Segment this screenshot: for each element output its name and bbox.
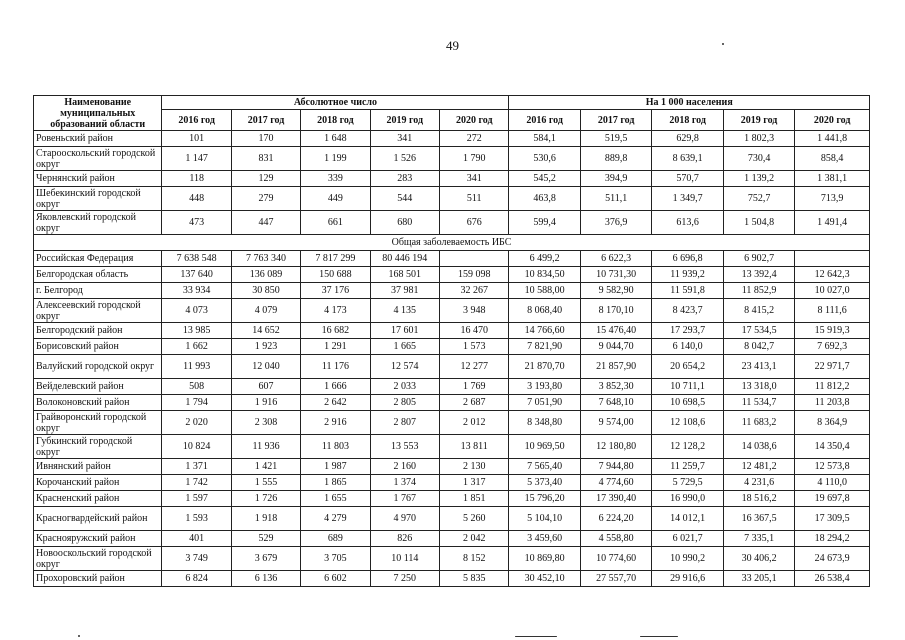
municipality-name: Прохоровский район [34, 571, 162, 587]
absolute-value-cell: 272 [440, 131, 509, 147]
section-title: Общая заболеваемость ИБС [34, 235, 870, 251]
per-1000-value-cell: 8 042,7 [723, 339, 794, 355]
absolute-value-cell: 2 042 [440, 531, 509, 547]
absolute-value-cell: 2 020 [162, 411, 231, 435]
absolute-value-cell: 1 374 [370, 475, 439, 491]
per-1000-value-cell: 11 683,2 [723, 411, 794, 435]
per-1000-value-cell: 10 834,50 [509, 267, 580, 283]
absolute-value-cell: 7 250 [370, 571, 439, 587]
per-1000-value-cell: 463,8 [509, 187, 580, 211]
per-1000-value-cell: 889,8 [580, 147, 651, 171]
absolute-value-cell: 11 936 [231, 435, 300, 459]
absolute-value-cell: 1 665 [370, 339, 439, 355]
table-row [34, 379, 870, 395]
municipality-name: Корочанский район [34, 475, 162, 491]
table-row [34, 251, 870, 267]
table-row [34, 131, 870, 147]
section-row [34, 235, 870, 251]
absolute-value-cell: 1 923 [231, 339, 300, 355]
absolute-value-cell: 676 [440, 211, 509, 235]
table-row [34, 355, 870, 379]
per-1000-value-cell: 10 969,50 [509, 435, 580, 459]
per-1000-value-cell: 1 504,8 [723, 211, 794, 235]
absolute-value-cell: 339 [301, 171, 370, 187]
municipality-name: Старооскольский городской округ [34, 147, 162, 171]
per-1000-value-cell: 7 648,10 [580, 395, 651, 411]
table-row [34, 547, 870, 571]
absolute-value-cell: 447 [231, 211, 300, 235]
absolute-value-cell: 1 666 [301, 379, 370, 395]
absolute-value-cell: 1 769 [440, 379, 509, 395]
per-1000-value-cell: 6 622,3 [580, 251, 651, 267]
absolute-value-cell [440, 251, 509, 267]
municipality-name: Вейделевский район [34, 379, 162, 395]
absolute-value-cell: 1 767 [370, 491, 439, 507]
per-1000-value-cell: 1 349,7 [652, 187, 723, 211]
absolute-value-cell: 6 136 [231, 571, 300, 587]
absolute-value-cell: 7 638 548 [162, 251, 231, 267]
absolute-value-cell: 2 807 [370, 411, 439, 435]
per-1000-value-cell: 530,6 [509, 147, 580, 171]
absolute-value-cell: 2 805 [370, 395, 439, 411]
absolute-value-cell: 159 098 [440, 267, 509, 283]
per-1000-value-cell: 7 335,1 [723, 531, 794, 547]
per-1000-value-cell: 545,2 [509, 171, 580, 187]
per-1000-value-cell: 15 796,20 [509, 491, 580, 507]
absolute-value-cell: 449 [301, 187, 370, 211]
absolute-value-cell: 1 291 [301, 339, 370, 355]
table-row [34, 491, 870, 507]
absolute-value-cell: 16 470 [440, 323, 509, 339]
absolute-value-cell: 3 948 [440, 299, 509, 323]
per-1000-value-cell: 24 673,9 [795, 547, 870, 571]
absolute-value-cell: 3 679 [231, 547, 300, 571]
absolute-value-cell: 1 555 [231, 475, 300, 491]
per-1000-value-cell: 14 766,60 [509, 323, 580, 339]
table-row [34, 323, 870, 339]
absolute-value-cell: 32 267 [440, 283, 509, 299]
absolute-value-cell: 2 687 [440, 395, 509, 411]
per-1000-value-cell: 12 180,80 [580, 435, 651, 459]
municipality-name: Борисовский район [34, 339, 162, 355]
absolute-value-cell: 1 726 [231, 491, 300, 507]
per-1000-value-cell: 30 406,2 [723, 547, 794, 571]
municipality-name: Волоконовский район [34, 395, 162, 411]
municipality-name: Красногвардейский район [34, 507, 162, 531]
absolute-value-cell: 826 [370, 531, 439, 547]
per-1000-value-cell: 8 170,10 [580, 299, 651, 323]
per-1000-value-cell: 613,6 [652, 211, 723, 235]
per-1000-value-cell: 3 852,30 [580, 379, 651, 395]
absolute-value-cell: 341 [370, 131, 439, 147]
per-1000-value-cell: 4 558,80 [580, 531, 651, 547]
table-row [34, 435, 870, 459]
per-1000-value-cell: 12 481,2 [723, 459, 794, 475]
absolute-value-cell: 12 040 [231, 355, 300, 379]
absolute-value-cell: 1 790 [440, 147, 509, 171]
per-1000-value-cell: 8 348,80 [509, 411, 580, 435]
absolute-value-cell: 401 [162, 531, 231, 547]
scan-speck [722, 43, 724, 45]
absolute-value-cell: 4 970 [370, 507, 439, 531]
absolute-value-cell: 10 824 [162, 435, 231, 459]
absolute-value-cell: 1 655 [301, 491, 370, 507]
table-row [34, 475, 870, 491]
municipality-name: Губкинский городской округ [34, 435, 162, 459]
per-1000-value-cell: 394,9 [580, 171, 651, 187]
absolute-value-cell: 1 593 [162, 507, 231, 531]
absolute-value-cell: 1 851 [440, 491, 509, 507]
absolute-value-cell: 1 648 [301, 131, 370, 147]
year-header: 2020 год [795, 110, 870, 131]
absolute-value-cell: 3 749 [162, 547, 231, 571]
per-1000-value-cell: 21 857,90 [580, 355, 651, 379]
absolute-value-cell: 511 [440, 187, 509, 211]
per-1000-value-cell: 9 044,70 [580, 339, 651, 355]
municipality-name: г. Белгород [34, 283, 162, 299]
absolute-value-cell: 1 199 [301, 147, 370, 171]
scan-speck [78, 635, 80, 637]
absolute-value-cell: 136 089 [231, 267, 300, 283]
per-1000-value-cell: 19 697,8 [795, 491, 870, 507]
absolute-value-cell: 13 985 [162, 323, 231, 339]
municipality-name: Краснояружский район [34, 531, 162, 547]
absolute-value-cell: 80 446 194 [370, 251, 439, 267]
per-1000-value-cell: 11 534,7 [723, 395, 794, 411]
per-1000-value-cell: 8 111,6 [795, 299, 870, 323]
scan-speck [640, 636, 678, 637]
absolute-value-cell: 10 114 [370, 547, 439, 571]
absolute-value-cell: 6 824 [162, 571, 231, 587]
per-1000-value-cell: 18 516,2 [723, 491, 794, 507]
absolute-value-cell: 7 763 340 [231, 251, 300, 267]
year-header: 2019 год [723, 110, 794, 131]
per-1000-value-cell: 13 392,4 [723, 267, 794, 283]
absolute-value-cell: 1 865 [301, 475, 370, 491]
absolute-value-cell: 4 079 [231, 299, 300, 323]
per-1000-value-cell: 10 698,5 [652, 395, 723, 411]
per-1000-value-cell: 1 441,8 [795, 131, 870, 147]
municipality-name: Яковлевский городской округ [34, 211, 162, 235]
per-1000-value-cell: 8 068,40 [509, 299, 580, 323]
absolute-value-cell: 508 [162, 379, 231, 395]
absolute-value-cell: 118 [162, 171, 231, 187]
municipality-name: Российская Федерация [34, 251, 162, 267]
absolute-value-cell: 529 [231, 531, 300, 547]
per-1000-value-cell: 14 350,4 [795, 435, 870, 459]
per-1000-value-cell: 12 573,8 [795, 459, 870, 475]
absolute-value-cell: 1 147 [162, 147, 231, 171]
table-row [34, 507, 870, 531]
per-1000-value-cell: 4 231,6 [723, 475, 794, 491]
per-1000-value-cell: 8 415,2 [723, 299, 794, 323]
absolute-value-cell: 544 [370, 187, 439, 211]
absolute-value-cell: 661 [301, 211, 370, 235]
group-header-per-1000: На 1 000 населения [509, 96, 870, 110]
per-1000-value-cell: 519,5 [580, 131, 651, 147]
per-1000-value-cell: 13 318,0 [723, 379, 794, 395]
absolute-value-cell: 1 794 [162, 395, 231, 411]
absolute-value-cell: 13 553 [370, 435, 439, 459]
absolute-value-cell: 170 [231, 131, 300, 147]
absolute-value-cell: 448 [162, 187, 231, 211]
per-1000-value-cell: 10 711,1 [652, 379, 723, 395]
column-header-name-text: Наименование муниципальных образований области [50, 96, 146, 130]
municipality-name: Новооскольский городской округ [34, 547, 162, 571]
per-1000-value-cell: 12 128,2 [652, 435, 723, 459]
per-1000-value-cell: 17 293,7 [652, 323, 723, 339]
municipality-name: Алексеевский городской округ [34, 299, 162, 323]
per-1000-value-cell: 15 919,3 [795, 323, 870, 339]
absolute-value-cell: 37 176 [301, 283, 370, 299]
per-1000-value-cell: 17 534,5 [723, 323, 794, 339]
absolute-value-cell: 3 705 [301, 547, 370, 571]
table-row [34, 395, 870, 411]
per-1000-value-cell: 6 902,7 [723, 251, 794, 267]
per-1000-value-cell: 4 110,0 [795, 475, 870, 491]
per-1000-value-cell: 7 051,90 [509, 395, 580, 411]
absolute-value-cell: 129 [231, 171, 300, 187]
per-1000-value-cell: 713,9 [795, 187, 870, 211]
absolute-value-cell: 4 173 [301, 299, 370, 323]
municipality-name: Валуйский городской округ [34, 355, 162, 379]
per-1000-value-cell: 752,7 [723, 187, 794, 211]
per-1000-value-cell: 11 812,2 [795, 379, 870, 395]
absolute-value-cell: 2 308 [231, 411, 300, 435]
municipality-name: Чернянский район [34, 171, 162, 187]
per-1000-value-cell: 511,1 [580, 187, 651, 211]
absolute-value-cell: 1 742 [162, 475, 231, 491]
year-header: 2016 год [509, 110, 580, 131]
absolute-value-cell: 37 981 [370, 283, 439, 299]
per-1000-value-cell: 27 557,70 [580, 571, 651, 587]
per-1000-value-cell: 23 413,1 [723, 355, 794, 379]
group-header-absolute: Абсолютное число [162, 96, 509, 110]
table-row [34, 283, 870, 299]
per-1000-value-cell: 12 642,3 [795, 267, 870, 283]
per-1000-value-cell: 17 309,5 [795, 507, 870, 531]
year-header: 2017 год [580, 110, 651, 131]
per-1000-value-cell: 570,7 [652, 171, 723, 187]
table-row [34, 299, 870, 323]
absolute-value-cell: 5 260 [440, 507, 509, 531]
per-1000-value-cell: 11 852,9 [723, 283, 794, 299]
absolute-value-cell: 1 916 [231, 395, 300, 411]
morbidity-table [33, 95, 870, 587]
per-1000-value-cell: 20 654,2 [652, 355, 723, 379]
absolute-value-cell: 12 574 [370, 355, 439, 379]
per-1000-value-cell: 26 538,4 [795, 571, 870, 587]
per-1000-value-cell: 584,1 [509, 131, 580, 147]
per-1000-value-cell: 1 491,4 [795, 211, 870, 235]
per-1000-value-cell: 18 294,2 [795, 531, 870, 547]
absolute-value-cell: 2 916 [301, 411, 370, 435]
absolute-value-cell: 11 993 [162, 355, 231, 379]
absolute-value-cell: 1 526 [370, 147, 439, 171]
per-1000-value-cell: 10 774,60 [580, 547, 651, 571]
absolute-value-cell: 5 835 [440, 571, 509, 587]
per-1000-value-cell: 22 971,7 [795, 355, 870, 379]
absolute-value-cell: 2 130 [440, 459, 509, 475]
per-1000-value-cell: 1 381,1 [795, 171, 870, 187]
per-1000-value-cell: 6 499,2 [509, 251, 580, 267]
municipality-name: Ивнянский район [34, 459, 162, 475]
absolute-value-cell: 6 602 [301, 571, 370, 587]
table-row [34, 187, 870, 211]
absolute-value-cell: 1 662 [162, 339, 231, 355]
municipality-name: Белгородская область [34, 267, 162, 283]
page-number: 49 [446, 38, 459, 53]
per-1000-value-cell: 6 224,20 [580, 507, 651, 531]
municipality-name: Белгородский район [34, 323, 162, 339]
per-1000-value-cell: 629,8 [652, 131, 723, 147]
per-1000-value-cell: 599,4 [509, 211, 580, 235]
absolute-value-cell: 1 421 [231, 459, 300, 475]
absolute-value-cell: 7 817 299 [301, 251, 370, 267]
per-1000-value-cell: 14 038,6 [723, 435, 794, 459]
table-row [34, 211, 870, 235]
table-row [34, 571, 870, 587]
per-1000-value-cell: 15 476,40 [580, 323, 651, 339]
absolute-value-cell: 689 [301, 531, 370, 547]
per-1000-value-cell: 11 259,7 [652, 459, 723, 475]
year-header: 2019 год [370, 110, 439, 131]
table-row [34, 171, 870, 187]
absolute-value-cell: 831 [231, 147, 300, 171]
per-1000-value-cell: 10 027,0 [795, 283, 870, 299]
per-1000-value-cell: 11 203,8 [795, 395, 870, 411]
absolute-value-cell: 2 033 [370, 379, 439, 395]
per-1000-value-cell: 5 373,40 [509, 475, 580, 491]
per-1000-value-cell: 30 452,10 [509, 571, 580, 587]
absolute-value-cell: 2 642 [301, 395, 370, 411]
absolute-value-cell: 607 [231, 379, 300, 395]
absolute-value-cell: 168 501 [370, 267, 439, 283]
absolute-value-cell: 283 [370, 171, 439, 187]
column-header-name [34, 96, 162, 131]
absolute-value-cell: 4 279 [301, 507, 370, 531]
per-1000-value-cell: 376,9 [580, 211, 651, 235]
per-1000-value-cell: 4 774,60 [580, 475, 651, 491]
absolute-value-cell: 12 277 [440, 355, 509, 379]
per-1000-value-cell: 7 692,3 [795, 339, 870, 355]
absolute-value-cell: 16 682 [301, 323, 370, 339]
per-1000-value-cell: 1 802,3 [723, 131, 794, 147]
per-1000-value-cell: 16 367,5 [723, 507, 794, 531]
per-1000-value-cell: 33 205,1 [723, 571, 794, 587]
absolute-value-cell: 1 918 [231, 507, 300, 531]
table-row [34, 459, 870, 475]
absolute-value-cell: 150 688 [301, 267, 370, 283]
absolute-value-cell: 101 [162, 131, 231, 147]
absolute-value-cell: 17 601 [370, 323, 439, 339]
absolute-value-cell: 8 152 [440, 547, 509, 571]
per-1000-value-cell: 10 990,2 [652, 547, 723, 571]
per-1000-value-cell: 6 021,7 [652, 531, 723, 547]
per-1000-value-cell: 1 139,2 [723, 171, 794, 187]
per-1000-value-cell: 6 140,0 [652, 339, 723, 355]
per-1000-value-cell: 3 193,80 [509, 379, 580, 395]
per-1000-value-cell: 5 729,5 [652, 475, 723, 491]
per-1000-value-cell: 11 591,8 [652, 283, 723, 299]
absolute-value-cell: 14 652 [231, 323, 300, 339]
per-1000-value-cell: 16 990,0 [652, 491, 723, 507]
per-1000-value-cell: 7 565,40 [509, 459, 580, 475]
table-body [34, 131, 870, 587]
absolute-value-cell: 1 573 [440, 339, 509, 355]
municipality-name: Ровеньский район [34, 131, 162, 147]
per-1000-value-cell: 6 696,8 [652, 251, 723, 267]
absolute-value-cell: 1 987 [301, 459, 370, 475]
absolute-value-cell: 1 371 [162, 459, 231, 475]
per-1000-value-cell: 3 459,60 [509, 531, 580, 547]
per-1000-value-cell [795, 251, 870, 267]
absolute-value-cell: 11 803 [301, 435, 370, 459]
per-1000-value-cell: 12 108,6 [652, 411, 723, 435]
per-1000-value-cell: 5 104,10 [509, 507, 580, 531]
absolute-value-cell: 13 811 [440, 435, 509, 459]
per-1000-value-cell: 21 870,70 [509, 355, 580, 379]
per-1000-value-cell: 8 423,7 [652, 299, 723, 323]
year-header: 2018 год [301, 110, 370, 131]
absolute-value-cell: 137 640 [162, 267, 231, 283]
per-1000-value-cell: 29 916,6 [652, 571, 723, 587]
table-row [34, 267, 870, 283]
per-1000-value-cell: 8 639,1 [652, 147, 723, 171]
per-1000-value-cell: 11 939,2 [652, 267, 723, 283]
absolute-value-cell: 2 160 [370, 459, 439, 475]
per-1000-value-cell: 9 574,00 [580, 411, 651, 435]
absolute-value-cell: 4 073 [162, 299, 231, 323]
absolute-value-cell: 33 934 [162, 283, 231, 299]
per-1000-value-cell: 10 588,00 [509, 283, 580, 299]
absolute-value-cell: 279 [231, 187, 300, 211]
absolute-value-cell: 11 176 [301, 355, 370, 379]
per-1000-value-cell: 7 821,90 [509, 339, 580, 355]
per-1000-value-cell: 8 364,9 [795, 411, 870, 435]
year-header: 2016 год [162, 110, 231, 131]
absolute-value-cell: 341 [440, 171, 509, 187]
year-header: 2018 год [652, 110, 723, 131]
table-row [34, 147, 870, 171]
per-1000-value-cell: 17 390,40 [580, 491, 651, 507]
absolute-value-cell: 473 [162, 211, 231, 235]
absolute-value-cell: 30 850 [231, 283, 300, 299]
scan-speck [515, 636, 557, 637]
municipality-name: Шебекинский городской округ [34, 187, 162, 211]
per-1000-value-cell: 10 869,80 [509, 547, 580, 571]
per-1000-value-cell: 7 944,80 [580, 459, 651, 475]
per-1000-value-cell: 9 582,90 [580, 283, 651, 299]
absolute-value-cell: 1 317 [440, 475, 509, 491]
per-1000-value-cell: 14 012,1 [652, 507, 723, 531]
table-row [34, 411, 870, 435]
per-1000-value-cell: 10 731,30 [580, 267, 651, 283]
table-row [34, 531, 870, 547]
year-header: 2020 год [440, 110, 509, 131]
year-header: 2017 год [231, 110, 300, 131]
absolute-value-cell: 1 597 [162, 491, 231, 507]
table-row [34, 339, 870, 355]
absolute-value-cell: 680 [370, 211, 439, 235]
municipality-name: Грайворонский городской округ [34, 411, 162, 435]
per-1000-value-cell: 730,4 [723, 147, 794, 171]
per-1000-value-cell: 858,4 [795, 147, 870, 171]
absolute-value-cell: 4 135 [370, 299, 439, 323]
municipality-name: Красненский район [34, 491, 162, 507]
absolute-value-cell: 2 012 [440, 411, 509, 435]
